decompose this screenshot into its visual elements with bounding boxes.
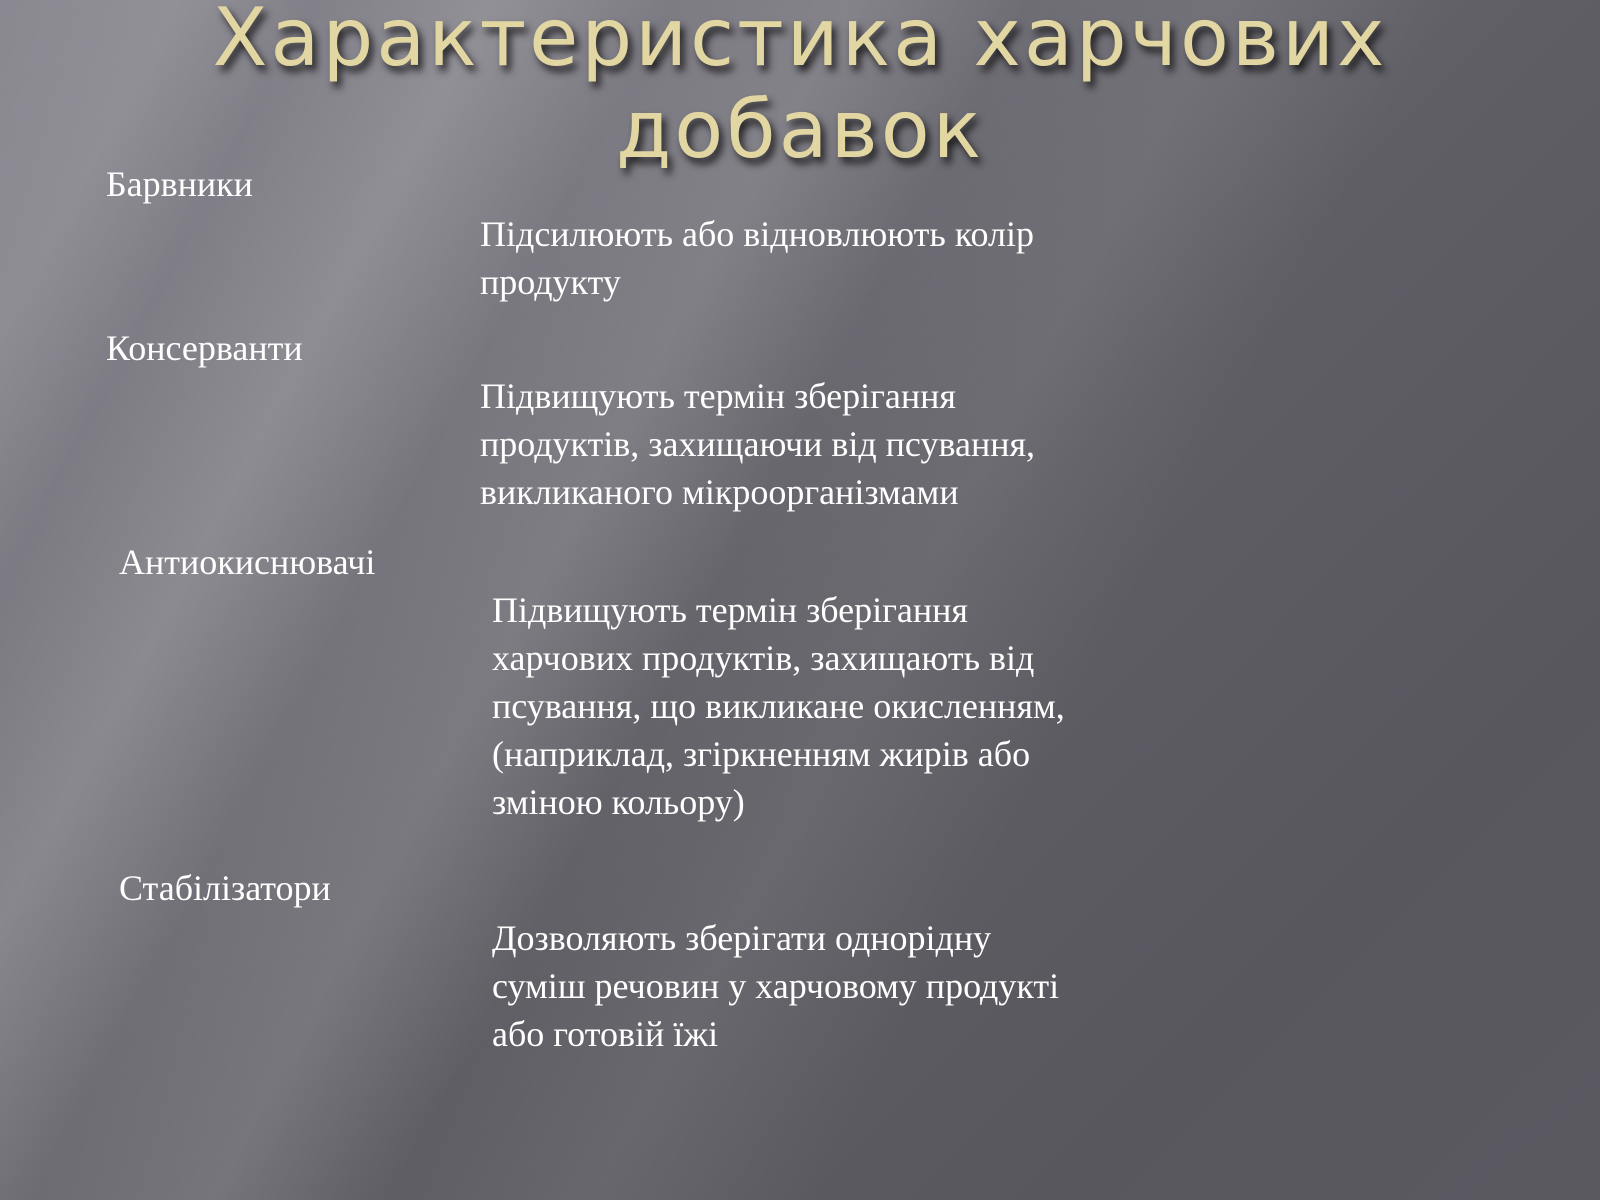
description-preservatives: Підвищують термін зберігання продуктів, захищаючи від псування, викликаного мікроорганізмами [480,376,1036,512]
description-stabilizers: Дозволяють зберігати однорідну суміш речовин у харчовому продукті або готовій їжі [492,918,1060,1054]
term-colorants: Барвники [106,164,253,204]
term-stabilizers: Стабілізатори [119,868,331,908]
description-colorants: Підсилюють або відновлюють колір продукту [480,214,1034,302]
term-antioxidants: Антиокиснювачі [119,542,376,582]
term-preservatives: Консерванти [106,328,303,368]
description-antioxidants: Підвищують термін зберігання харчових продуктів, захищають від псування, що викликане окисленням, (наприклад, згіркненням жирів або зміною кольору) [492,590,1065,822]
slide-title: Характеристика харчових добавок [212,0,1388,176]
